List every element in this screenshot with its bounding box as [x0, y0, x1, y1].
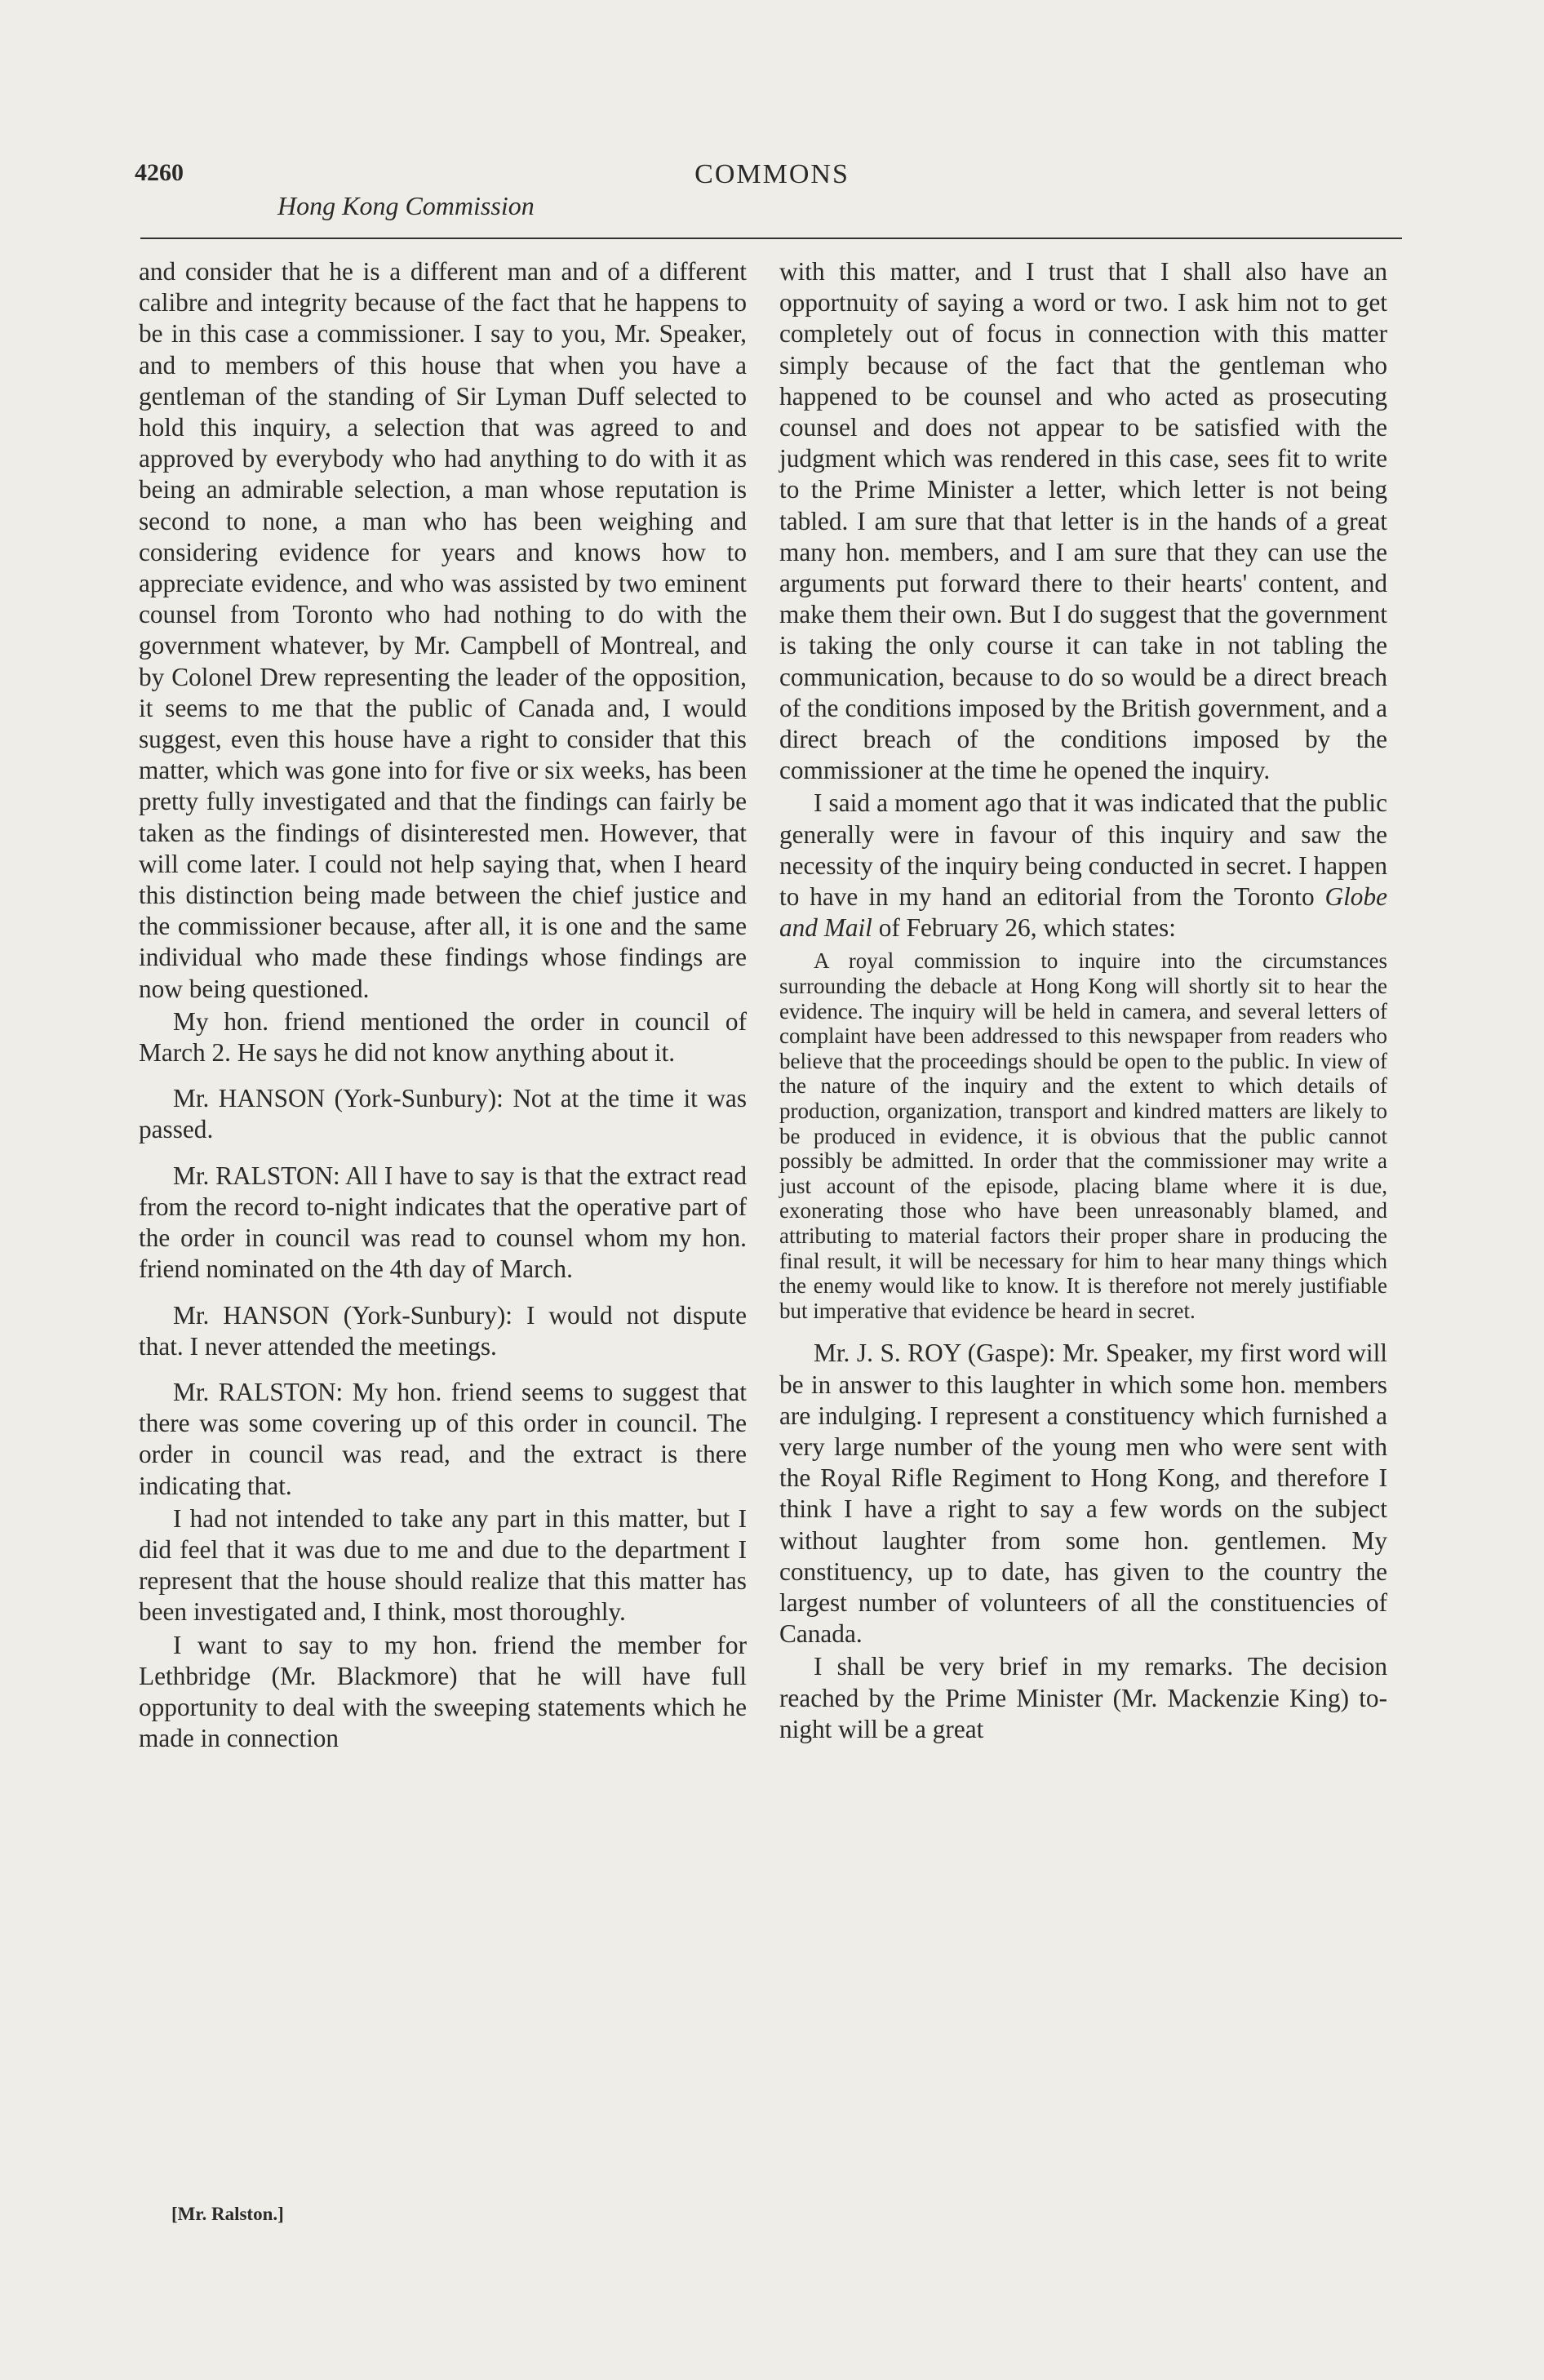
- newspaper-title: Globe and Mail: [779, 882, 1387, 943]
- paragraph: I had not intended to take any part in this matter, but I did feel that it was due to me and due to the department I represent that the house should realize that this matter has been investigated and, I think, most thoroughly.: [139, 1503, 747, 1627]
- paragraph: Mr. RALSTON: My hon. friend seems to suggest that there was some covering up of this order in council. The order in council was read, and the extract is there indicating that.: [139, 1377, 747, 1500]
- paragraph: with this matter, and I trust that I shall also have an opportnuity of saying a word or two. I ask him not to get completely out of focus in connection with this matter simply because of the fact that the gentleman who happened to be counsel and who acted as prosecuting counsel and does not appear to be satisfied with the judgment which was rendered in this case, sees fit to write to the Prime Minister a letter, which letter is not being tabled. I am sure that that letter is in the hands of a great many hon. members, and I am sure that they can use the arguments put forward there to their hearts' content, and make them their own. But I do suggest that the government is taking the only course it can take in not tabling the communication, because to do so would be a direct breach of the conditions imposed by the British government, and a direct breach of the conditions imposed by the commissioner at the time he opened the inquiry.: [779, 257, 1387, 785]
- text-run: of February 26, which states:: [872, 913, 1176, 943]
- text-run: I said a moment ago that it was indicated that the public generally were in favour of this inquiry and saw the necessity of the inquiry being conducted in secret. I happen to have in my hand an editorial from the Toronto: [779, 788, 1387, 912]
- page-number: 4260: [135, 159, 184, 186]
- paragraph: Mr. HANSON (York-Sunbury): I would not dispute that. I never attended the meetings.: [139, 1300, 747, 1361]
- paragraph-editorial-intro: [779, 788, 1387, 944]
- editorial-quote: A royal commission to inquire into the circumstances surrounding the debacle at Hong Kong will shortly sit to hear the evidence. The inquiry will be held in camera, and several letters of complaint have been addressed to this newspaper from readers who believe that the proceedings should be open to the public. In view of the nature of the inquiry and the extent to which details of production, organization, transport and kindred matters are likely to be produced in evidence, it is obvious that the public cannot possibly be admitted. In order that the commissioner may write a just account of the episode, placing blame where it is due, exonerating those who have been unreasonably blamed, and attributing to material factors their proper share in producing the final result, it will be necessary for him to hear many things which the enemy would like to know. It is therefore not merely justifiable but imperative that evidence be heard in secret.: [779, 948, 1387, 1323]
- left-column: [139, 256, 747, 1754]
- paragraph: I shall be very brief in my remarks. The decision reached by the Prime Minister (Mr. Mackenzie King) to-night will be a great: [779, 1652, 1387, 1743]
- paragraph: Mr. J. S. ROY (Gaspe): Mr. Speaker, my first word will be in answer to this laughter in which some hon. members are indulging. I represent a constituency which furnished a very large number of the young men who were sent with the Royal Rifle Regiment to Hong Kong, and therefore I think I have a right to say a few words on the subject without laughter from some hon. gentlemen. My constituency, up to date, has given to the country the largest number of volunteers of all the constituencies of Canada.: [779, 1339, 1387, 1649]
- journal-title: COMMONS: [694, 159, 850, 189]
- paragraph: and consider that he is a different man and of a different calibre and integrity because of the fact that he happens to be in this case a commissioner. I say to you, Mr. Speaker, and to members of this house that when you have a gentleman of the standing of Sir Lyman Duff selected to hold this inquiry, a selection that was agreed to and approved by everybody who had anything to do with it as being an admirable selection, a man whose reputation is second to none, a man who has been weighing and considering evidence for years and knows how to appreciate evidence, and who was assisted by two eminent counsel from Toronto who had nothing to do with the government whatever, by Mr. Campbell of Montreal, and by Colonel Drew representing the leader of the opposition, it seems to me that the public of Canada and, I would suggest, even this house have a right to consider that this matter, which was gone into for five or six weeks, has been pretty fully investigated and that the findings can fairly be taken as the findings of disinterested men. However, that will come later. I could not help saying that, when I heard this distinction being made between the chief justice and the commissioner because, after all, it is one and the same individual who made these findings whose findings are now being questioned.: [139, 257, 747, 1003]
- speaker-tag: [Mr. Ralston.]: [171, 2204, 284, 2224]
- right-column: [779, 256, 1387, 1745]
- paragraph: Mr. HANSON (York-Sunbury): Not at the time it was passed.: [139, 1084, 747, 1144]
- paragraph: My hon. friend mentioned the order in council of March 2. He says he did not know anything about it.: [139, 1006, 747, 1068]
- paragraph: I want to say to my hon. friend the member for Lethbridge (Mr. Blackmore) that he will have full opportunity to deal with the sweeping statements which he made in connection: [139, 1630, 747, 1753]
- running-head: Hong Kong Commission: [277, 191, 535, 220]
- paragraph: Mr. RALSTON: All I have to say is that the extract read from the record to-night indicates that the operative part of the order in council was read to counsel whom my hon. friend nominated on the 4th day of March.: [139, 1161, 747, 1284]
- header-rule: [140, 238, 1402, 239]
